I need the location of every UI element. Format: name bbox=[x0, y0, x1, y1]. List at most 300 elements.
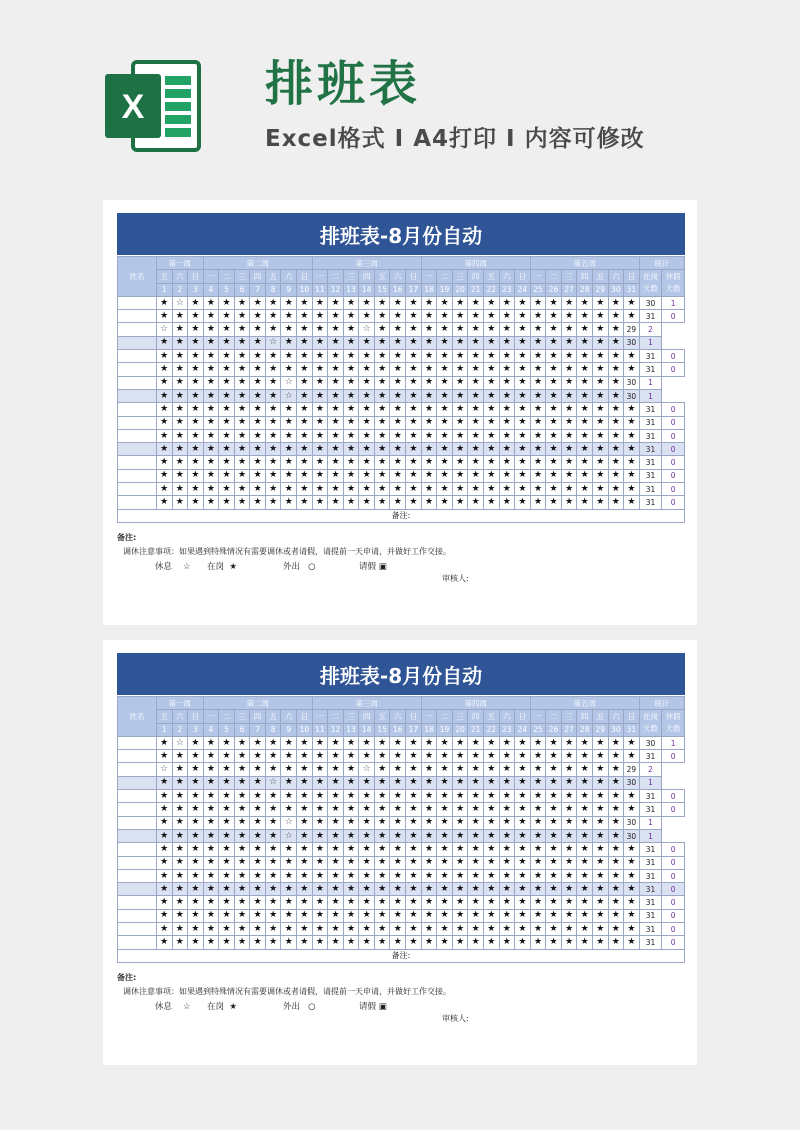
shift-cell[interactable]: ★ bbox=[281, 456, 297, 469]
shift-cell[interactable]: ★ bbox=[203, 336, 219, 349]
shift-cell[interactable]: ★ bbox=[561, 936, 577, 949]
shift-cell[interactable]: ★ bbox=[561, 416, 577, 429]
shift-cell[interactable]: ★ bbox=[608, 909, 624, 922]
shift-cell[interactable]: ★ bbox=[328, 896, 344, 909]
shift-cell[interactable]: ★ bbox=[530, 389, 546, 402]
shift-cell[interactable]: ★ bbox=[592, 323, 608, 336]
shift-cell[interactable]: ★ bbox=[499, 469, 515, 482]
shift-cell[interactable]: ★ bbox=[515, 363, 531, 376]
shift-cell[interactable]: ★ bbox=[374, 389, 390, 402]
shift-cell[interactable]: ★ bbox=[328, 496, 344, 509]
shift-cell[interactable]: ★ bbox=[390, 363, 406, 376]
shift-cell[interactable]: ★ bbox=[359, 416, 375, 429]
shift-cell[interactable]: ★ bbox=[343, 363, 359, 376]
shift-cell[interactable]: ★ bbox=[499, 883, 515, 896]
shift-cell[interactable]: ★ bbox=[530, 896, 546, 909]
shift-cell[interactable]: ★ bbox=[452, 403, 468, 416]
shift-cell[interactable]: ★ bbox=[421, 816, 437, 829]
shift-cell[interactable]: ★ bbox=[390, 923, 406, 936]
shift-cell[interactable]: ★ bbox=[561, 856, 577, 869]
shift-cell[interactable]: ★ bbox=[172, 909, 188, 922]
shift-cell[interactable]: ★ bbox=[265, 496, 281, 509]
shift-cell[interactable]: ★ bbox=[406, 429, 422, 442]
shift-cell[interactable]: ★ bbox=[452, 469, 468, 482]
shift-cell[interactable]: ★ bbox=[297, 389, 313, 402]
shift-cell[interactable]: ★ bbox=[172, 483, 188, 496]
shift-cell[interactable]: ★ bbox=[421, 790, 437, 803]
shift-cell[interactable]: ★ bbox=[281, 776, 297, 789]
shift-cell[interactable]: ★ bbox=[592, 376, 608, 389]
shift-cell[interactable]: ★ bbox=[390, 896, 406, 909]
shift-cell[interactable]: ★ bbox=[546, 763, 562, 776]
shift-cell[interactable]: ★ bbox=[515, 376, 531, 389]
shift-cell[interactable]: ★ bbox=[546, 750, 562, 763]
shift-cell[interactable]: ★ bbox=[297, 843, 313, 856]
shift-cell[interactable]: ★ bbox=[406, 443, 422, 456]
shift-cell[interactable]: ★ bbox=[437, 416, 453, 429]
shift-cell[interactable]: ★ bbox=[374, 469, 390, 482]
shift-cell[interactable]: ★ bbox=[546, 816, 562, 829]
shift-cell[interactable]: ★ bbox=[577, 883, 593, 896]
shift-cell[interactable]: ★ bbox=[265, 350, 281, 363]
shift-cell[interactable]: ★ bbox=[421, 923, 437, 936]
shift-cell[interactable]: ★ bbox=[250, 776, 266, 789]
shift-cell[interactable]: ★ bbox=[546, 896, 562, 909]
shift-cell[interactable]: ★ bbox=[312, 363, 328, 376]
shift-cell[interactable]: ★ bbox=[515, 389, 531, 402]
shift-cell[interactable]: ★ bbox=[530, 496, 546, 509]
shift-cell[interactable]: ★ bbox=[624, 469, 640, 482]
shift-cell[interactable]: ★ bbox=[250, 790, 266, 803]
shift-cell[interactable]: ★ bbox=[515, 896, 531, 909]
shift-cell[interactable]: ★ bbox=[265, 816, 281, 829]
shift-cell[interactable]: ★ bbox=[297, 469, 313, 482]
shift-cell[interactable]: ★ bbox=[483, 909, 499, 922]
shift-cell[interactable]: ★ bbox=[359, 883, 375, 896]
shift-cell[interactable]: ★ bbox=[577, 909, 593, 922]
shift-cell[interactable]: ★ bbox=[577, 816, 593, 829]
shift-cell[interactable]: ★ bbox=[359, 350, 375, 363]
shift-cell[interactable]: ★ bbox=[328, 403, 344, 416]
shift-cell[interactable]: ★ bbox=[265, 923, 281, 936]
shift-cell[interactable]: ★ bbox=[515, 403, 531, 416]
shift-cell[interactable]: ★ bbox=[219, 763, 235, 776]
shift-cell[interactable]: ★ bbox=[312, 750, 328, 763]
shift-cell[interactable]: ★ bbox=[374, 763, 390, 776]
shift-cell[interactable]: ★ bbox=[343, 496, 359, 509]
shift-cell[interactable]: ★ bbox=[421, 443, 437, 456]
shift-cell[interactable]: ★ bbox=[234, 376, 250, 389]
shift-cell[interactable]: ★ bbox=[312, 336, 328, 349]
shift-cell[interactable]: ★ bbox=[624, 923, 640, 936]
shift-cell[interactable]: ★ bbox=[577, 336, 593, 349]
shift-cell[interactable]: ★ bbox=[608, 869, 624, 882]
shift-cell[interactable]: ★ bbox=[234, 883, 250, 896]
shift-cell[interactable]: ★ bbox=[359, 909, 375, 922]
shift-cell[interactable]: ★ bbox=[328, 323, 344, 336]
shift-cell[interactable]: ★ bbox=[219, 803, 235, 816]
shift-cell[interactable]: ★ bbox=[188, 790, 204, 803]
shift-cell[interactable]: ★ bbox=[515, 429, 531, 442]
shift-cell[interactable]: ★ bbox=[297, 323, 313, 336]
shift-cell[interactable]: ★ bbox=[530, 869, 546, 882]
shift-cell[interactable]: ★ bbox=[468, 843, 484, 856]
shift-cell[interactable]: ★ bbox=[203, 443, 219, 456]
shift-cell[interactable]: ★ bbox=[499, 296, 515, 309]
shift-cell[interactable]: ★ bbox=[343, 336, 359, 349]
shift-cell[interactable]: ★ bbox=[406, 936, 422, 949]
shift-cell[interactable]: ★ bbox=[265, 763, 281, 776]
shift-cell[interactable]: ★ bbox=[156, 843, 172, 856]
shift-cell[interactable]: ★ bbox=[468, 909, 484, 922]
shift-cell[interactable]: ★ bbox=[172, 883, 188, 896]
shift-cell[interactable]: ★ bbox=[421, 776, 437, 789]
shift-cell[interactable]: ★ bbox=[297, 923, 313, 936]
shift-cell[interactable]: ★ bbox=[452, 776, 468, 789]
shift-cell[interactable]: ★ bbox=[297, 803, 313, 816]
shift-cell[interactable]: ★ bbox=[592, 363, 608, 376]
shift-cell[interactable]: ★ bbox=[328, 483, 344, 496]
shift-cell[interactable]: ★ bbox=[156, 803, 172, 816]
shift-cell[interactable]: ★ bbox=[421, 896, 437, 909]
shift-cell[interactable]: ★ bbox=[156, 310, 172, 323]
shift-cell[interactable]: ★ bbox=[483, 856, 499, 869]
shift-cell[interactable]: ★ bbox=[406, 843, 422, 856]
shift-cell[interactable]: ★ bbox=[234, 843, 250, 856]
shift-cell[interactable]: ★ bbox=[390, 443, 406, 456]
shift-cell[interactable]: ★ bbox=[499, 336, 515, 349]
shift-cell[interactable]: ★ bbox=[406, 763, 422, 776]
shift-cell[interactable]: ★ bbox=[328, 936, 344, 949]
shift-cell[interactable]: ★ bbox=[561, 443, 577, 456]
shift-cell[interactable]: ★ bbox=[437, 763, 453, 776]
shift-cell[interactable]: ★ bbox=[437, 923, 453, 936]
shift-cell[interactable]: ★ bbox=[608, 363, 624, 376]
shift-cell[interactable]: ★ bbox=[468, 750, 484, 763]
shift-cell[interactable]: ★ bbox=[468, 763, 484, 776]
shift-cell[interactable]: ★ bbox=[156, 296, 172, 309]
shift-cell[interactable]: ★ bbox=[219, 429, 235, 442]
shift-cell[interactable]: ★ bbox=[374, 803, 390, 816]
shift-cell[interactable]: ★ bbox=[624, 803, 640, 816]
shift-cell[interactable]: ★ bbox=[188, 336, 204, 349]
shift-cell[interactable]: ★ bbox=[390, 936, 406, 949]
shift-cell[interactable]: ★ bbox=[624, 736, 640, 749]
shift-cell[interactable]: ★ bbox=[561, 816, 577, 829]
shift-cell[interactable]: ★ bbox=[390, 869, 406, 882]
shift-cell[interactable]: ★ bbox=[359, 443, 375, 456]
shift-cell[interactable]: ★ bbox=[281, 856, 297, 869]
shift-cell[interactable]: ★ bbox=[203, 350, 219, 363]
shift-cell[interactable]: ☆ bbox=[156, 763, 172, 776]
shift-cell[interactable]: ★ bbox=[328, 429, 344, 442]
shift-cell[interactable]: ★ bbox=[312, 296, 328, 309]
shift-cell[interactable]: ★ bbox=[452, 843, 468, 856]
shift-cell[interactable]: ★ bbox=[515, 443, 531, 456]
shift-cell[interactable]: ★ bbox=[234, 923, 250, 936]
shift-cell[interactable]: ★ bbox=[328, 856, 344, 869]
shift-cell[interactable]: ★ bbox=[250, 909, 266, 922]
shift-cell[interactable]: ★ bbox=[406, 750, 422, 763]
shift-cell[interactable]: ★ bbox=[265, 469, 281, 482]
shift-cell[interactable]: ★ bbox=[156, 869, 172, 882]
shift-cell[interactable]: ★ bbox=[250, 336, 266, 349]
shift-cell[interactable]: ★ bbox=[343, 429, 359, 442]
shift-cell[interactable]: ★ bbox=[281, 496, 297, 509]
shift-cell[interactable]: ★ bbox=[421, 869, 437, 882]
shift-cell[interactable]: ★ bbox=[624, 750, 640, 763]
shift-cell[interactable]: ★ bbox=[515, 416, 531, 429]
shift-cell[interactable]: ★ bbox=[483, 896, 499, 909]
shift-cell[interactable]: ★ bbox=[546, 856, 562, 869]
shift-cell[interactable]: ★ bbox=[468, 856, 484, 869]
shift-cell[interactable]: ★ bbox=[421, 363, 437, 376]
shift-cell[interactable]: ★ bbox=[219, 829, 235, 842]
shift-cell[interactable]: ★ bbox=[297, 443, 313, 456]
shift-cell[interactable]: ★ bbox=[452, 869, 468, 882]
shift-cell[interactable]: ★ bbox=[328, 816, 344, 829]
shift-cell[interactable]: ★ bbox=[203, 403, 219, 416]
shift-cell[interactable]: ★ bbox=[452, 350, 468, 363]
shift-cell[interactable]: ★ bbox=[468, 376, 484, 389]
shift-cell[interactable]: ★ bbox=[546, 429, 562, 442]
shift-cell[interactable]: ★ bbox=[499, 443, 515, 456]
shift-cell[interactable]: ★ bbox=[390, 736, 406, 749]
shift-cell[interactable]: ★ bbox=[406, 829, 422, 842]
shift-cell[interactable]: ★ bbox=[281, 803, 297, 816]
shift-cell[interactable]: ★ bbox=[203, 496, 219, 509]
shift-cell[interactable]: ★ bbox=[250, 350, 266, 363]
shift-cell[interactable]: ★ bbox=[250, 310, 266, 323]
shift-cell[interactable]: ★ bbox=[452, 456, 468, 469]
employee-name-cell[interactable] bbox=[118, 883, 157, 896]
shift-cell[interactable]: ★ bbox=[343, 403, 359, 416]
shift-cell[interactable]: ☆ bbox=[281, 816, 297, 829]
shift-cell[interactable]: ★ bbox=[592, 736, 608, 749]
shift-cell[interactable]: ★ bbox=[265, 456, 281, 469]
shift-cell[interactable]: ☆ bbox=[359, 323, 375, 336]
shift-cell[interactable]: ★ bbox=[281, 469, 297, 482]
shift-cell[interactable]: ★ bbox=[312, 456, 328, 469]
shift-cell[interactable]: ★ bbox=[608, 736, 624, 749]
shift-cell[interactable]: ★ bbox=[219, 350, 235, 363]
shift-cell[interactable]: ★ bbox=[374, 429, 390, 442]
shift-cell[interactable]: ★ bbox=[297, 790, 313, 803]
shift-cell[interactable]: ★ bbox=[359, 829, 375, 842]
shift-cell[interactable]: ★ bbox=[390, 429, 406, 442]
shift-cell[interactable]: ★ bbox=[592, 816, 608, 829]
shift-cell[interactable]: ★ bbox=[219, 376, 235, 389]
shift-cell[interactable]: ★ bbox=[406, 296, 422, 309]
shift-cell[interactable]: ★ bbox=[390, 843, 406, 856]
shift-cell[interactable]: ★ bbox=[203, 776, 219, 789]
shift-cell[interactable]: ★ bbox=[515, 483, 531, 496]
shift-cell[interactable]: ★ bbox=[515, 750, 531, 763]
shift-cell[interactable]: ★ bbox=[250, 483, 266, 496]
shift-cell[interactable]: ★ bbox=[421, 416, 437, 429]
shift-cell[interactable]: ★ bbox=[608, 416, 624, 429]
shift-cell[interactable]: ★ bbox=[234, 869, 250, 882]
shift-cell[interactable]: ★ bbox=[297, 296, 313, 309]
shift-cell[interactable]: ★ bbox=[390, 389, 406, 402]
shift-cell[interactable]: ★ bbox=[297, 936, 313, 949]
shift-cell[interactable]: ★ bbox=[608, 936, 624, 949]
shift-cell[interactable]: ★ bbox=[250, 869, 266, 882]
shift-cell[interactable]: ★ bbox=[608, 296, 624, 309]
shift-cell[interactable]: ★ bbox=[328, 456, 344, 469]
shift-cell[interactable]: ★ bbox=[468, 496, 484, 509]
shift-cell[interactable]: ★ bbox=[188, 363, 204, 376]
shift-cell[interactable]: ★ bbox=[624, 456, 640, 469]
shift-cell[interactable]: ★ bbox=[297, 403, 313, 416]
shift-cell[interactable]: ★ bbox=[203, 389, 219, 402]
shift-cell[interactable]: ★ bbox=[468, 869, 484, 882]
employee-name-cell[interactable] bbox=[118, 803, 157, 816]
shift-cell[interactable]: ★ bbox=[608, 776, 624, 789]
shift-cell[interactable]: ★ bbox=[390, 296, 406, 309]
shift-cell[interactable]: ★ bbox=[499, 310, 515, 323]
shift-cell[interactable]: ★ bbox=[219, 363, 235, 376]
shift-cell[interactable]: ★ bbox=[390, 310, 406, 323]
employee-name-cell[interactable] bbox=[118, 443, 157, 456]
shift-cell[interactable]: ★ bbox=[188, 936, 204, 949]
shift-cell[interactable]: ★ bbox=[172, 416, 188, 429]
shift-cell[interactable]: ★ bbox=[343, 856, 359, 869]
shift-cell[interactable]: ★ bbox=[530, 776, 546, 789]
shift-cell[interactable]: ★ bbox=[515, 923, 531, 936]
shift-cell[interactable]: ★ bbox=[250, 816, 266, 829]
shift-cell[interactable]: ★ bbox=[265, 389, 281, 402]
shift-cell[interactable]: ★ bbox=[359, 790, 375, 803]
shift-cell[interactable]: ★ bbox=[359, 456, 375, 469]
shift-cell[interactable]: ★ bbox=[172, 923, 188, 936]
shift-cell[interactable]: ★ bbox=[406, 483, 422, 496]
shift-cell[interactable]: ★ bbox=[546, 829, 562, 842]
shift-cell[interactable]: ★ bbox=[577, 776, 593, 789]
shift-cell[interactable]: ★ bbox=[156, 389, 172, 402]
shift-cell[interactable]: ★ bbox=[577, 829, 593, 842]
shift-cell[interactable]: ★ bbox=[592, 496, 608, 509]
shift-cell[interactable]: ★ bbox=[561, 829, 577, 842]
shift-cell[interactable]: ★ bbox=[437, 883, 453, 896]
shift-cell[interactable]: ★ bbox=[483, 350, 499, 363]
shift-cell[interactable]: ★ bbox=[608, 483, 624, 496]
shift-cell[interactable]: ★ bbox=[312, 403, 328, 416]
shift-cell[interactable]: ★ bbox=[406, 403, 422, 416]
shift-cell[interactable]: ★ bbox=[265, 443, 281, 456]
shift-cell[interactable]: ★ bbox=[219, 750, 235, 763]
shift-cell[interactable]: ★ bbox=[421, 456, 437, 469]
shift-cell[interactable]: ★ bbox=[483, 403, 499, 416]
shift-cell[interactable]: ★ bbox=[624, 429, 640, 442]
employee-name-cell[interactable] bbox=[118, 296, 157, 309]
shift-cell[interactable]: ★ bbox=[359, 403, 375, 416]
shift-cell[interactable]: ★ bbox=[188, 829, 204, 842]
shift-cell[interactable]: ★ bbox=[577, 350, 593, 363]
shift-cell[interactable]: ★ bbox=[577, 483, 593, 496]
shift-cell[interactable]: ★ bbox=[359, 310, 375, 323]
shift-cell[interactable]: ★ bbox=[172, 363, 188, 376]
shift-cell[interactable]: ★ bbox=[250, 763, 266, 776]
shift-cell[interactable]: ★ bbox=[234, 296, 250, 309]
shift-cell[interactable]: ★ bbox=[592, 750, 608, 763]
employee-name-cell[interactable] bbox=[118, 936, 157, 949]
shift-cell[interactable]: ★ bbox=[483, 323, 499, 336]
shift-cell[interactable]: ★ bbox=[328, 829, 344, 842]
shift-cell[interactable]: ★ bbox=[561, 843, 577, 856]
shift-cell[interactable]: ★ bbox=[437, 816, 453, 829]
shift-cell[interactable]: ★ bbox=[172, 936, 188, 949]
shift-cell[interactable]: ★ bbox=[592, 790, 608, 803]
shift-cell[interactable]: ★ bbox=[188, 483, 204, 496]
shift-cell[interactable]: ★ bbox=[452, 750, 468, 763]
shift-cell[interactable]: ★ bbox=[530, 443, 546, 456]
shift-cell[interactable]: ★ bbox=[203, 909, 219, 922]
shift-cell[interactable]: ★ bbox=[499, 843, 515, 856]
shift-cell[interactable]: ☆ bbox=[359, 763, 375, 776]
shift-cell[interactable]: ★ bbox=[234, 750, 250, 763]
shift-cell[interactable]: ★ bbox=[219, 403, 235, 416]
shift-cell[interactable]: ★ bbox=[374, 883, 390, 896]
shift-cell[interactable]: ★ bbox=[577, 310, 593, 323]
shift-cell[interactable]: ★ bbox=[452, 856, 468, 869]
shift-cell[interactable]: ★ bbox=[468, 363, 484, 376]
shift-cell[interactable]: ★ bbox=[312, 376, 328, 389]
shift-cell[interactable]: ☆ bbox=[281, 829, 297, 842]
shift-cell[interactable]: ★ bbox=[530, 829, 546, 842]
shift-cell[interactable]: ★ bbox=[546, 469, 562, 482]
shift-cell[interactable]: ★ bbox=[577, 869, 593, 882]
shift-cell[interactable]: ★ bbox=[483, 750, 499, 763]
shift-cell[interactable]: ★ bbox=[468, 483, 484, 496]
shift-cell[interactable]: ★ bbox=[468, 923, 484, 936]
shift-cell[interactable]: ★ bbox=[577, 763, 593, 776]
shift-cell[interactable]: ★ bbox=[297, 483, 313, 496]
shift-cell[interactable]: ★ bbox=[172, 456, 188, 469]
shift-cell[interactable]: ★ bbox=[219, 456, 235, 469]
shift-cell[interactable]: ★ bbox=[219, 323, 235, 336]
shift-cell[interactable]: ★ bbox=[499, 483, 515, 496]
shift-cell[interactable]: ★ bbox=[592, 429, 608, 442]
shift-cell[interactable]: ★ bbox=[219, 923, 235, 936]
employee-name-cell[interactable] bbox=[118, 389, 157, 402]
shift-cell[interactable]: ★ bbox=[468, 416, 484, 429]
shift-cell[interactable]: ★ bbox=[234, 323, 250, 336]
shift-cell[interactable]: ★ bbox=[546, 790, 562, 803]
shift-cell[interactable]: ★ bbox=[468, 883, 484, 896]
shift-cell[interactable]: ★ bbox=[499, 350, 515, 363]
shift-cell[interactable]: ★ bbox=[390, 776, 406, 789]
shift-cell[interactable]: ★ bbox=[219, 416, 235, 429]
shift-cell[interactable]: ★ bbox=[234, 856, 250, 869]
shift-cell[interactable]: ★ bbox=[328, 803, 344, 816]
employee-name-cell[interactable] bbox=[118, 350, 157, 363]
shift-cell[interactable]: ★ bbox=[156, 829, 172, 842]
shift-cell[interactable]: ★ bbox=[250, 856, 266, 869]
shift-cell[interactable]: ★ bbox=[452, 296, 468, 309]
shift-cell[interactable]: ★ bbox=[359, 363, 375, 376]
shift-cell[interactable]: ★ bbox=[390, 350, 406, 363]
shift-cell[interactable]: ★ bbox=[374, 403, 390, 416]
shift-cell[interactable]: ★ bbox=[234, 310, 250, 323]
shift-cell[interactable]: ★ bbox=[499, 496, 515, 509]
shift-cell[interactable]: ★ bbox=[250, 843, 266, 856]
shift-cell[interactable]: ★ bbox=[592, 923, 608, 936]
shift-cell[interactable]: ★ bbox=[406, 790, 422, 803]
shift-cell[interactable]: ★ bbox=[608, 923, 624, 936]
shift-cell[interactable]: ★ bbox=[624, 936, 640, 949]
shift-cell[interactable]: ★ bbox=[359, 376, 375, 389]
